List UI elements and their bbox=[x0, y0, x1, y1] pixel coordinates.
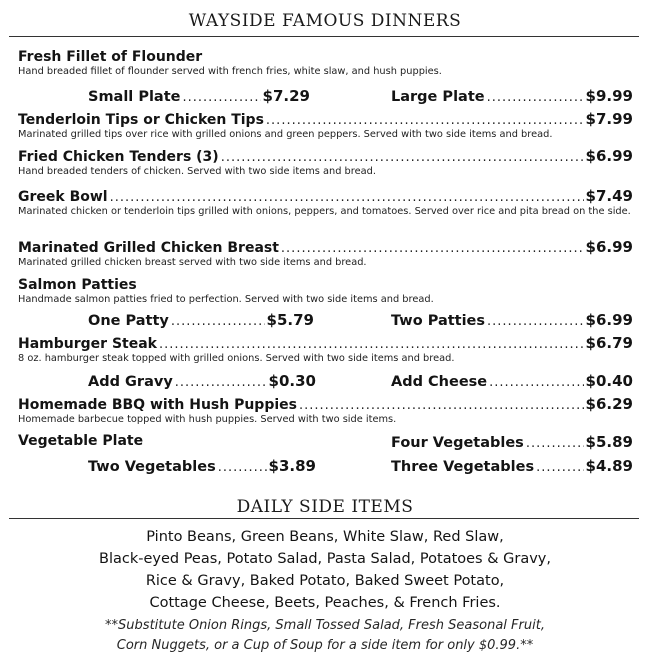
option-label: One Patty bbox=[88, 313, 169, 329]
option-add-cheese bbox=[391, 372, 633, 390]
option-three-vegetables bbox=[391, 457, 633, 475]
leader-dots bbox=[526, 436, 584, 451]
item-description: Marinated grilled chicken breast served with two side items and bread. bbox=[18, 257, 367, 268]
side-items-line: Pinto Beans, Green Beans, White Slaw, Red Slaw, bbox=[146, 529, 504, 545]
leader-dots bbox=[281, 241, 584, 256]
side-items-list bbox=[20, 526, 630, 614]
option-label: Add Gravy bbox=[88, 374, 173, 390]
option-price: $9.99 bbox=[585, 87, 633, 105]
option-four-vegetables bbox=[391, 433, 633, 451]
option-label: Two Vegetables bbox=[88, 459, 216, 475]
option-label: Small Plate bbox=[88, 89, 181, 105]
sides-title: DAILY SIDE ITEMS bbox=[236, 497, 414, 517]
item-price: $6.29 bbox=[585, 395, 633, 413]
item-name: Hamburger Steak bbox=[18, 336, 157, 352]
item-price: $7.49 bbox=[585, 187, 633, 205]
option-price: $5.89 bbox=[585, 433, 633, 451]
option-label: Large Plate bbox=[391, 89, 485, 105]
leader-dots bbox=[110, 190, 584, 205]
leader-dots bbox=[536, 460, 583, 475]
option-two-patties bbox=[391, 311, 633, 329]
leader-dots bbox=[159, 337, 584, 352]
option-price: $4.89 bbox=[585, 457, 633, 475]
item-price: $7.99 bbox=[585, 110, 633, 128]
item-name: Greek Bowl bbox=[18, 189, 108, 205]
menu-item-salmon-patties bbox=[18, 277, 633, 306]
item-name: Marinated Grilled Chicken Breast bbox=[18, 240, 279, 256]
option-price: $6.99 bbox=[585, 311, 633, 329]
leader-dots bbox=[299, 398, 584, 413]
title-divider bbox=[9, 36, 639, 37]
menu-item-homemade-bbq bbox=[18, 395, 633, 426]
side-items-line: Cottage Cheese, Beets, Peaches, & French Fries. bbox=[149, 595, 501, 611]
item-price: $6.79 bbox=[585, 334, 633, 352]
leader-dots bbox=[487, 90, 584, 105]
leader-dots bbox=[489, 375, 583, 390]
option-small-plate bbox=[88, 87, 310, 105]
menu-item-flounder bbox=[18, 49, 633, 78]
option-price: $7.29 bbox=[262, 87, 310, 105]
item-description: Handmade salmon patties fried to perfection. Served with two side items and bread. bbox=[18, 294, 434, 305]
option-price: $0.40 bbox=[585, 372, 633, 390]
leader-dots bbox=[171, 314, 265, 329]
menu-item-greek-bowl bbox=[18, 187, 633, 218]
item-name: Fresh Fillet of Flounder bbox=[18, 49, 203, 65]
option-large-plate bbox=[391, 87, 633, 105]
item-name: Homemade BBQ with Hush Puppies bbox=[18, 397, 297, 413]
menu-item-tenderloin-tips bbox=[18, 110, 633, 141]
menu-item-vegetable-plate bbox=[18, 433, 378, 449]
item-name: Fried Chicken Tenders (3) bbox=[18, 149, 219, 165]
substitution-note bbox=[20, 616, 630, 656]
item-name: Vegetable Plate bbox=[18, 433, 144, 449]
leader-dots bbox=[221, 150, 584, 165]
leader-dots bbox=[182, 90, 260, 105]
item-description: 8 oz. hamburger steak topped with grilled onions. Served with two side items and bread. bbox=[18, 353, 455, 364]
substitution-note-line: Corn Nuggets, or a Cup of Soup for a side item for only $0.99.** bbox=[116, 638, 534, 653]
option-label: Four Vegetables bbox=[391, 435, 524, 451]
item-description: Homemade barbecue topped with hush puppies. Served with two side items. bbox=[18, 414, 397, 425]
item-description: Marinated grilled tips over rice with grilled onions and green peppers. Served with two side items and bread. bbox=[18, 129, 553, 140]
option-two-vegetables bbox=[88, 457, 316, 475]
option-label: Two Patties bbox=[391, 313, 486, 329]
menu-title: WAYSIDE FAMOUS DINNERS bbox=[188, 11, 462, 31]
leader-dots bbox=[175, 375, 267, 390]
substitution-note-line: **Substitute Onion Rings, Small Tossed Salad, Fresh Seasonal Fruit, bbox=[105, 618, 545, 633]
option-one-patty bbox=[88, 311, 314, 329]
item-price: $6.99 bbox=[585, 147, 633, 165]
sides-divider bbox=[9, 518, 639, 519]
side-items-line: Black-eyed Peas, Potato Salad, Pasta Salad, Potatoes & Gravy, bbox=[99, 551, 551, 567]
menu-item-chicken-tenders bbox=[18, 147, 633, 178]
side-items-line: Rice & Gravy, Baked Potato, Baked Sweet Potato, bbox=[145, 573, 505, 589]
item-description: Hand breaded fillet of flounder served with french fries, white slaw, and hush puppies. bbox=[18, 66, 442, 77]
leader-dots bbox=[218, 460, 267, 475]
option-label: Three Vegetables bbox=[391, 459, 535, 475]
option-price: $3.89 bbox=[268, 457, 316, 475]
item-name: Tenderloin Tips or Chicken Tips bbox=[18, 112, 264, 128]
item-name: Salmon Patties bbox=[18, 277, 137, 293]
item-description: Hand breaded tenders of chicken. Served with two side items and bread. bbox=[18, 166, 376, 177]
menu-item-grilled-chicken-breast bbox=[18, 238, 633, 269]
menu-item-hamburger-steak bbox=[18, 334, 633, 365]
leader-dots bbox=[266, 113, 584, 128]
option-add-gravy bbox=[88, 372, 316, 390]
leader-dots bbox=[487, 314, 584, 329]
option-price: $5.79 bbox=[266, 311, 314, 329]
item-price: $6.99 bbox=[585, 238, 633, 256]
option-label: Add Cheese bbox=[391, 374, 488, 390]
item-description: Marinated chicken or tenderloin tips grilled with onions, peppers, and tomatoes. Served over rice and pita bread on the side. bbox=[18, 206, 631, 217]
option-price: $0.30 bbox=[268, 372, 316, 390]
